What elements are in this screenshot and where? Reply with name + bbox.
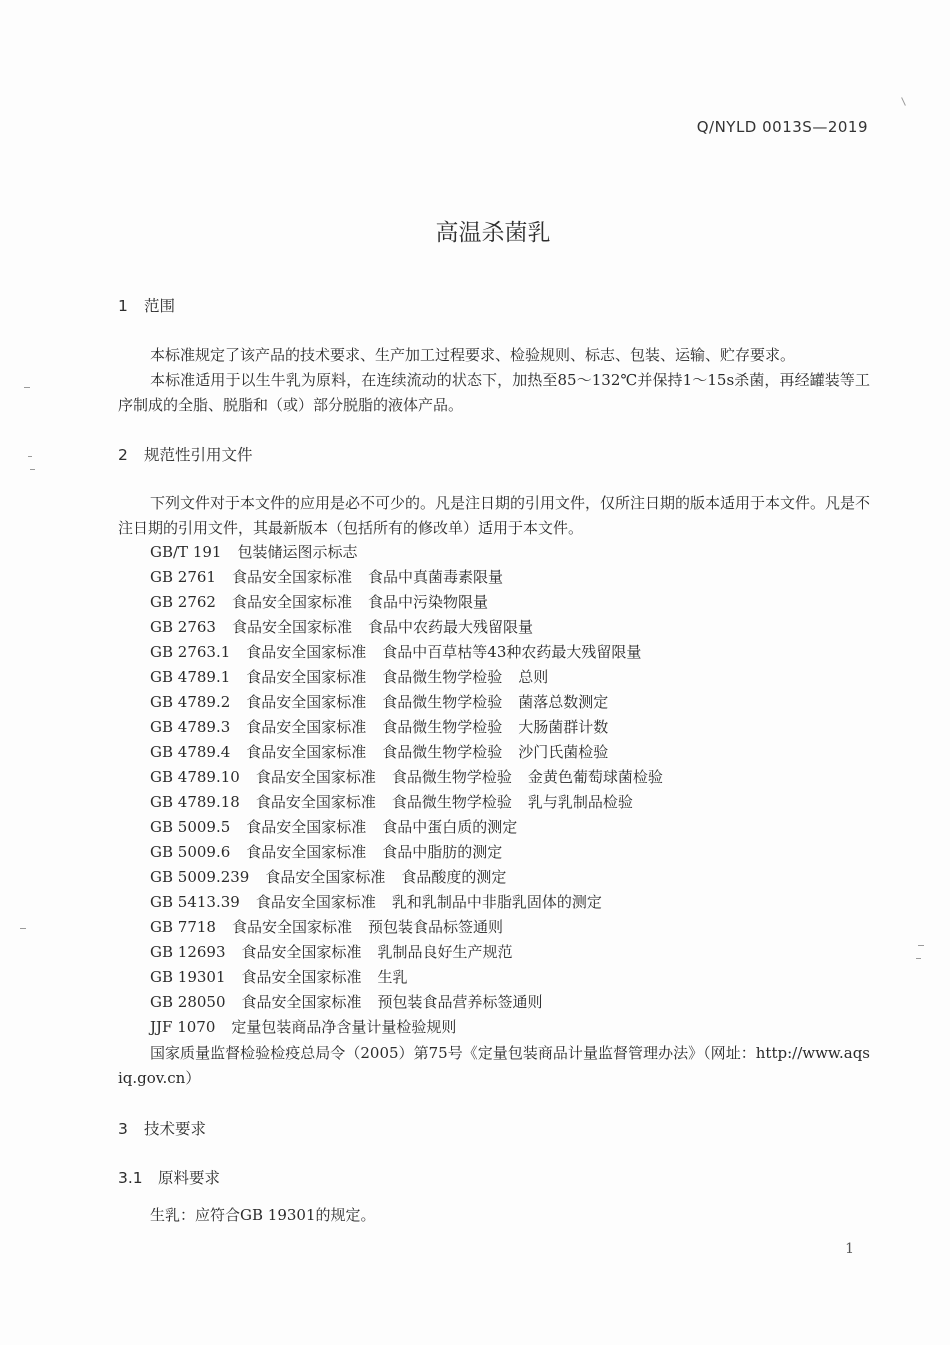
reference-item [150, 890, 663, 915]
reference-item [150, 840, 663, 865]
reference-title-part: 预包装食品营养标签通则 [377, 993, 543, 1011]
reference-code: GB 2763 [150, 618, 216, 636]
scope-paragraph: 本标准规定了该产品的技术要求、生产加工过程要求、检验规则、标志、包装、运输、贮存要求。 [150, 346, 796, 364]
reference-item [150, 865, 663, 890]
reference-item [150, 740, 663, 765]
reference-code: GB 5009.5 [150, 818, 231, 836]
reference-code: GB 4789.2 [150, 693, 231, 711]
reference-title-part: 乳制品良好生产规范 [377, 943, 513, 961]
reference-title-part: 沙门氏菌检验 [518, 743, 609, 761]
reference-title-part: 食品微生物学检验 [391, 793, 512, 811]
references-intro: 下列文件对于本文件的应用是必不可少的。凡是注日期的引用文件，仅所注日期的版本适用于本文件。凡是不注日期的引用文件，其最新版本（包括所有的修改单）适用于本文件。 [118, 494, 871, 537]
reference-title-part: 定量包装商品净含量计量检验规则 [231, 1018, 457, 1036]
reference-title-part: 食品安全国家标准 [246, 668, 367, 686]
subsection-title: 原料要求 [158, 1169, 221, 1187]
page-number: 1 [845, 1241, 854, 1257]
reference-title-part: 包装储运图示标志 [237, 543, 358, 561]
reference-code: GB 5413.39 [150, 893, 240, 911]
reference-code: GB 2762 [150, 593, 216, 611]
reference-item [150, 765, 663, 790]
reference-item [150, 990, 663, 1015]
reference-title-part: 食品微生物学检验 [382, 668, 503, 686]
section-1-heading [118, 294, 175, 316]
scan-mark [30, 469, 35, 470]
reference-item [150, 790, 663, 815]
reference-item [150, 965, 663, 990]
reference-title-part: 乳和乳制品中非脂乳固体的测定 [391, 893, 602, 911]
reference-title-part: 食品安全国家标准 [241, 993, 362, 1011]
reference-title-part: 食品微生物学检验 [391, 768, 512, 786]
reference-code: GB 4789.4 [150, 743, 231, 761]
section-number: 3 [118, 1120, 128, 1138]
reference-title-part: 大肠菌群计数 [518, 718, 609, 736]
reference-code: GB 4789.1 [150, 668, 231, 686]
reference-title-part: 食品微生物学检验 [382, 693, 503, 711]
reference-item [150, 615, 663, 640]
scan-mark [24, 387, 30, 388]
reference-title-part: 食品中污染物限量 [367, 593, 488, 611]
reference-title-part: 食品微生物学检验 [382, 743, 503, 761]
reference-item [150, 715, 663, 740]
scan-mark [916, 958, 921, 959]
document-title: 高温杀菌乳 [435, 220, 551, 246]
reference-code: GB 5009.239 [150, 868, 250, 886]
reference-title-part: 食品安全国家标准 [265, 868, 386, 886]
reference-item [150, 815, 663, 840]
reference-title-part: 食品中蛋白质的测定 [382, 818, 518, 836]
reference-item [150, 640, 663, 665]
reference-list [150, 540, 663, 1040]
subsection-number: 3.1 [118, 1169, 143, 1187]
reference-title-part: 食品安全国家标准 [241, 943, 362, 961]
reference-item [150, 540, 663, 565]
reference-title-part: 食品安全国家标准 [246, 643, 367, 661]
reference-title-part: 乳与乳制品检验 [527, 793, 633, 811]
reference-title-part: 食品中脂肪的测定 [382, 843, 503, 861]
reference-title-part: 食品安全国家标准 [231, 918, 352, 936]
reference-title-part: 食品安全国家标准 [255, 893, 376, 911]
reference-title-part: 食品安全国家标准 [246, 743, 367, 761]
reference-item [150, 940, 663, 965]
reference-title-part: 食品安全国家标准 [231, 568, 352, 586]
scan-mark [901, 97, 906, 106]
reference-title-part: 食品安全国家标准 [246, 818, 367, 836]
reference-title-part: 菌落总数测定 [518, 693, 609, 711]
reference-code: JJF 1070 [150, 1018, 216, 1036]
reference-code: GB 2763.1 [150, 643, 231, 661]
section-number: 1 [118, 297, 128, 315]
decree-reference: 国家质量监督检验检疫总局令（2005）第75号《定量包装商品计量监督管理办法》（网址：http://www.aqsiq.gov.cn） [118, 1044, 870, 1087]
section-title: 技术要求 [144, 1120, 207, 1138]
section-3-heading [118, 1117, 206, 1139]
reference-title-part: 食品中农药最大残留限量 [367, 618, 533, 636]
section-title: 规范性引用文件 [144, 446, 253, 464]
reference-code: GB 4789.3 [150, 718, 231, 736]
reference-title-part: 食品微生物学检验 [382, 718, 503, 736]
reference-item [150, 690, 663, 715]
reference-code: GB 2761 [150, 568, 216, 586]
reference-code: GB 19301 [150, 968, 226, 986]
reference-code: GB 4789.18 [150, 793, 240, 811]
reference-title-part: 食品安全国家标准 [241, 968, 362, 986]
reference-code: GB 4789.10 [150, 768, 240, 786]
scope-paragraph: 本标准适用于以生牛乳为原料，在连续流动的状态下，加热至85～132℃并保持1～15s杀菌，再经罐装等工序制成的全脂、脱脂和（或）部分脱脂的液体产品。 [118, 371, 870, 414]
reference-item [150, 590, 663, 615]
reference-item [150, 565, 663, 590]
reference-code: GB 7718 [150, 918, 216, 936]
reference-title-part: 食品安全国家标准 [255, 768, 376, 786]
reference-title-part: 食品安全国家标准 [231, 593, 352, 611]
raw-material-requirement: 生乳：应符合GB 19301的规定。 [150, 1206, 376, 1224]
reference-code: GB 12693 [150, 943, 226, 961]
reference-item [150, 1015, 663, 1040]
scan-mark [918, 945, 924, 946]
reference-title-part: 食品安全国家标准 [231, 618, 352, 636]
reference-code: GB/T 191 [150, 543, 222, 561]
section-title: 范围 [144, 297, 176, 315]
reference-title-part: 食品中真菌毒素限量 [367, 568, 503, 586]
reference-code: GB 28050 [150, 993, 226, 1011]
section-number: 2 [118, 446, 128, 464]
reference-title-part: 食品安全国家标准 [246, 693, 367, 711]
scan-mark [20, 928, 26, 929]
reference-title-part: 预包装食品标签通则 [367, 918, 503, 936]
reference-item [150, 665, 663, 690]
scan-mark [28, 456, 32, 457]
reference-title-part: 生乳 [377, 968, 408, 986]
reference-title-part: 食品酸度的测定 [401, 868, 507, 886]
reference-item [150, 915, 663, 940]
reference-title-part: 总则 [518, 668, 549, 686]
reference-title-part: 食品安全国家标准 [246, 718, 367, 736]
subsection-3-1-heading [118, 1166, 220, 1188]
reference-title-part: 食品安全国家标准 [246, 843, 367, 861]
reference-code: GB 5009.6 [150, 843, 231, 861]
section-2-heading [118, 443, 253, 465]
standard-number: Q/NYLD 0013S—2019 [696, 118, 868, 136]
reference-title-part: 食品中百草枯等43种农药最大残留限量 [382, 643, 642, 661]
reference-title-part: 食品安全国家标准 [255, 793, 376, 811]
reference-title-part: 金黄色葡萄球菌检验 [527, 768, 663, 786]
